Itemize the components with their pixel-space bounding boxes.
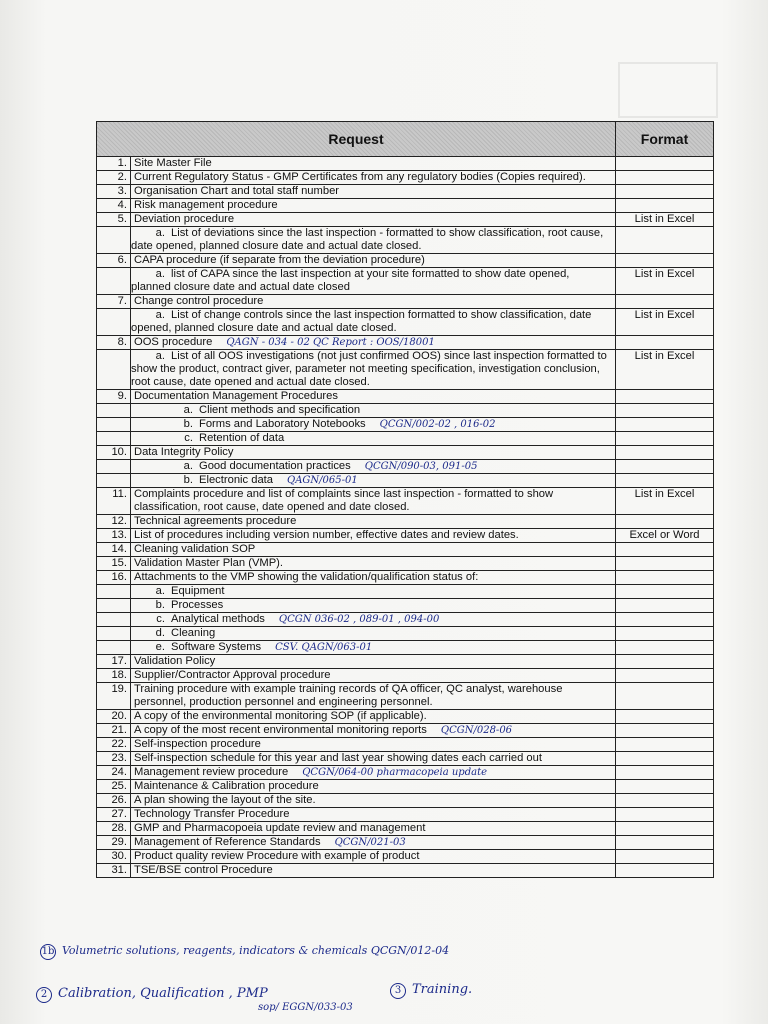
request-header: Request <box>97 122 616 157</box>
row-number: 3. <box>97 185 131 199</box>
note-text: sop/ EGGN/033-03 <box>258 1002 353 1013</box>
format-cell <box>616 655 714 669</box>
format-cell <box>616 254 714 268</box>
row-number: 17. <box>97 655 131 669</box>
format-cell <box>616 157 714 171</box>
request-cell <box>131 171 616 185</box>
table-row <box>97 683 714 710</box>
request-text: Good documentation practices <box>199 460 351 472</box>
row-number: 31. <box>97 864 131 878</box>
request-text: Complaints procedure and list of complaints since last inspection - formatted to show classification, root cause, date opened and date closed. <box>134 488 554 513</box>
row-number <box>97 268 131 295</box>
handwritten-annotation: QCGN/021-03 <box>334 837 406 848</box>
table-row <box>97 185 714 199</box>
table-row <box>97 655 714 669</box>
sub-item-marker: a. <box>183 404 193 416</box>
format-cell <box>616 752 714 766</box>
format-cell <box>616 418 714 432</box>
request-text: Cleaning <box>171 627 216 639</box>
row-number: 26. <box>97 794 131 808</box>
table-header-row <box>97 122 714 157</box>
handwritten-note-3 <box>390 982 472 999</box>
request-text: Self-inspection schedule for this year and last year showing dates each carried out <box>134 752 542 764</box>
row-number: 2. <box>97 171 131 185</box>
sub-item-marker: d. <box>155 627 165 639</box>
request-text: Supplier/Contractor Approval procedure <box>134 669 331 681</box>
request-text: Validation Policy <box>134 655 216 667</box>
note-text: Training. <box>412 982 473 997</box>
row-number: 30. <box>97 850 131 864</box>
table-row <box>97 418 714 432</box>
request-cell <box>131 850 616 864</box>
format-cell <box>616 822 714 836</box>
handwritten-annotation: QCGN/028-06 <box>440 725 513 736</box>
table-row <box>97 850 714 864</box>
request-text: Documentation Management Procedures <box>134 390 338 402</box>
request-text: Analytical methods <box>171 613 265 625</box>
format-cell <box>616 171 714 185</box>
sub-item-marker: b. <box>155 599 165 611</box>
request-cell <box>131 738 616 752</box>
request-cell <box>131 390 616 404</box>
format-cell <box>616 710 714 724</box>
table-row <box>97 738 714 752</box>
handwritten-annotation: CSV. QAGN/063-01 <box>275 642 373 653</box>
table-row <box>97 432 714 446</box>
request-cell <box>131 432 616 446</box>
format-cell <box>616 864 714 878</box>
row-number: 16. <box>97 571 131 585</box>
request-cell <box>131 822 616 836</box>
request-text: Site Master File <box>134 157 212 169</box>
request-cell <box>131 488 616 515</box>
request-cell <box>131 683 616 710</box>
format-cell <box>616 724 714 738</box>
table-row <box>97 752 714 766</box>
format-cell <box>616 199 714 213</box>
sub-item-marker: e. <box>155 641 165 653</box>
request-text: Client methods and specification <box>199 404 361 416</box>
format-cell <box>616 557 714 571</box>
format-header: Format <box>616 122 714 157</box>
table-row <box>97 627 714 641</box>
request-cell <box>131 724 616 738</box>
row-number: 11. <box>97 488 131 515</box>
sub-item-marker: a. <box>155 268 165 280</box>
table-row <box>97 543 714 557</box>
request-cell <box>131 460 616 474</box>
row-number: 14. <box>97 543 131 557</box>
request-cell <box>131 864 616 878</box>
request-cell <box>131 641 616 655</box>
request-cell <box>131 613 616 627</box>
row-number: 7. <box>97 295 131 309</box>
request-cell <box>131 794 616 808</box>
handwritten-note-2 <box>36 986 268 1003</box>
request-text: A plan showing the layout of the site. <box>134 794 316 806</box>
request-cell <box>131 446 616 460</box>
format-cell <box>616 850 714 864</box>
request-cell <box>131 585 616 599</box>
handwritten-note-4 <box>258 1002 353 1013</box>
format-cell: List in Excel <box>616 350 714 390</box>
request-text: Change control procedure <box>134 295 264 307</box>
request-text: Data Integrity Policy <box>134 446 234 458</box>
request-text: Management of Reference Standards <box>134 836 321 848</box>
sub-item-marker: a. <box>155 350 165 362</box>
row-number <box>97 227 131 254</box>
request-text: Software Systems <box>171 641 262 653</box>
request-cell <box>131 295 616 309</box>
sub-item-marker: c. <box>156 613 165 625</box>
row-number <box>97 627 131 641</box>
row-number: 19. <box>97 683 131 710</box>
sub-item-marker: a. <box>183 460 193 472</box>
table-row <box>97 710 714 724</box>
note-text: Volumetric solutions, reagents, indicators & chemicals QCGN/012-04 <box>62 944 450 957</box>
request-cell <box>131 185 616 199</box>
format-cell <box>616 336 714 350</box>
row-number: 8. <box>97 336 131 350</box>
row-number: 21. <box>97 724 131 738</box>
sub-item-marker: a. <box>155 309 165 321</box>
format-cell <box>616 766 714 780</box>
table-row <box>97 766 714 780</box>
request-cell <box>131 350 616 390</box>
row-number <box>97 309 131 336</box>
table-row <box>97 295 714 309</box>
row-number: 4. <box>97 199 131 213</box>
table-row <box>97 171 714 185</box>
table-row <box>97 213 714 227</box>
bleed-through-logo <box>618 62 718 118</box>
table-row <box>97 585 714 599</box>
table-row <box>97 836 714 850</box>
request-cell <box>131 515 616 529</box>
request-text: Self-inspection procedure <box>134 738 261 750</box>
handwritten-annotation: QCGN/090-03, 091-05 <box>364 461 478 472</box>
request-text: CAPA procedure (if separate from the deviation procedure) <box>134 254 425 266</box>
request-text: GMP and Pharmacopoeia update review and management <box>134 822 426 834</box>
format-cell <box>616 432 714 446</box>
format-cell <box>616 404 714 418</box>
format-cell <box>616 295 714 309</box>
table-row <box>97 460 714 474</box>
format-cell <box>616 474 714 488</box>
format-cell: Excel or Word <box>616 529 714 543</box>
row-number <box>97 350 131 390</box>
row-number: 6. <box>97 254 131 268</box>
request-cell <box>131 543 616 557</box>
request-text: Electronic data <box>199 474 274 486</box>
request-text: Technical agreements procedure <box>134 515 297 527</box>
request-text: A copy of the environmental monitoring SOP (if applicable). <box>134 710 427 722</box>
request-cell <box>131 766 616 780</box>
table-row <box>97 641 714 655</box>
row-number <box>97 418 131 432</box>
handwritten-note-1 <box>40 944 449 960</box>
table-row <box>97 254 714 268</box>
request-cell <box>131 268 616 295</box>
handwritten-annotation: QCGN/002-02 , 016-02 <box>379 419 496 430</box>
handwritten-annotation: QAGN - 034 - 02 QC Report : OOS/18001 <box>226 337 435 348</box>
row-number: 27. <box>97 808 131 822</box>
row-number: 28. <box>97 822 131 836</box>
table-row <box>97 613 714 627</box>
request-text: List of change controls since the last inspection formatted to show classification, date opened, planned closure date and actual date closed. <box>131 309 592 334</box>
request-text: Maintenance & Calibration procedure <box>134 780 319 792</box>
table-row <box>97 529 714 543</box>
format-cell <box>616 446 714 460</box>
note-text: Calibration, Qualification , PMP <box>58 986 268 1001</box>
sub-item-marker: c. <box>184 432 193 444</box>
request-text: Risk management procedure <box>134 199 278 211</box>
row-number: 29. <box>97 836 131 850</box>
request-cell <box>131 418 616 432</box>
table-row <box>97 669 714 683</box>
request-cell <box>131 808 616 822</box>
table-row <box>97 309 714 336</box>
request-text: Retention of data <box>199 432 285 444</box>
request-cell <box>131 655 616 669</box>
request-cell <box>131 404 616 418</box>
format-cell: List in Excel <box>616 309 714 336</box>
handwritten-annotation: QCGN/064-00 pharmacopeia update <box>302 767 488 778</box>
request-text: Forms and Laboratory Notebooks <box>199 418 366 430</box>
format-cell <box>616 515 714 529</box>
format-cell: List in Excel <box>616 268 714 295</box>
format-cell <box>616 836 714 850</box>
request-cell <box>131 557 616 571</box>
row-number <box>97 585 131 599</box>
format-cell <box>616 738 714 752</box>
format-cell <box>616 227 714 254</box>
request-cell <box>131 836 616 850</box>
request-text: Deviation procedure <box>134 213 235 225</box>
format-cell <box>616 613 714 627</box>
request-text: TSE/BSE control Procedure <box>134 864 273 876</box>
request-text: Processes <box>171 599 224 611</box>
table-row <box>97 268 714 295</box>
row-number: 1. <box>97 157 131 171</box>
request-cell <box>131 669 616 683</box>
circled-mark: 3 <box>390 983 406 999</box>
handwritten-annotation: QCGN 036-02 , 089-01 , 094-00 <box>278 614 440 625</box>
format-cell <box>616 780 714 794</box>
sub-item-marker: a. <box>155 585 165 597</box>
table-row <box>97 557 714 571</box>
format-cell <box>616 627 714 641</box>
row-number: 12. <box>97 515 131 529</box>
format-cell <box>616 683 714 710</box>
row-number: 20. <box>97 710 131 724</box>
row-number <box>97 432 131 446</box>
row-number: 5. <box>97 213 131 227</box>
request-text: Product quality review Procedure with example of product <box>134 850 420 862</box>
table-row <box>97 446 714 460</box>
sub-item-marker: a. <box>155 227 165 239</box>
handwritten-annotation: QAGN/065-01 <box>287 475 358 486</box>
request-text: list of CAPA since the last inspection at your site formatted to show date opened, planned closure date and actual date closed <box>131 268 570 293</box>
request-cell <box>131 309 616 336</box>
table-row <box>97 780 714 794</box>
request-text: OOS procedure <box>134 336 213 348</box>
sub-item-marker: b. <box>183 418 193 430</box>
request-cell <box>131 752 616 766</box>
table-row <box>97 864 714 878</box>
row-number: 23. <box>97 752 131 766</box>
format-cell <box>616 585 714 599</box>
format-cell: List in Excel <box>616 213 714 227</box>
table-row <box>97 157 714 171</box>
request-text: Cleaning validation SOP <box>134 543 256 555</box>
table-row <box>97 724 714 738</box>
format-cell <box>616 794 714 808</box>
table-row <box>97 808 714 822</box>
request-cell <box>131 254 616 268</box>
format-cell <box>616 599 714 613</box>
request-text: Organisation Chart and total staff number <box>134 185 340 197</box>
format-cell <box>616 543 714 557</box>
row-number: 9. <box>97 390 131 404</box>
row-number: 24. <box>97 766 131 780</box>
request-cell <box>131 627 616 641</box>
request-text: Management review procedure <box>134 766 289 778</box>
table-row <box>97 336 714 350</box>
row-number <box>97 641 131 655</box>
row-number: 18. <box>97 669 131 683</box>
request-cell <box>131 710 616 724</box>
row-number <box>97 404 131 418</box>
row-number: 13. <box>97 529 131 543</box>
row-number: 22. <box>97 738 131 752</box>
row-number: 25. <box>97 780 131 794</box>
request-text: Attachments to the VMP showing the validation/qualification status of: <box>134 571 479 583</box>
request-cell <box>131 213 616 227</box>
request-cell <box>131 199 616 213</box>
table-row <box>97 571 714 585</box>
request-cell <box>131 780 616 794</box>
table-row <box>97 199 714 213</box>
table-row <box>97 599 714 613</box>
circled-mark: 2 <box>36 987 52 1003</box>
format-cell <box>616 185 714 199</box>
table-row <box>97 488 714 515</box>
request-text: Current Regulatory Status - GMP Certificates from any regulatory bodies (Copies required). <box>134 171 586 183</box>
format-cell <box>616 641 714 655</box>
table-row <box>97 794 714 808</box>
format-cell <box>616 390 714 404</box>
request-cell <box>131 529 616 543</box>
row-number <box>97 474 131 488</box>
circled-mark: 1b <box>40 944 56 960</box>
request-text: List of deviations since the last inspection - formatted to show classification, root cause, date opened, planned closure date and actual date closed. <box>131 227 604 252</box>
row-number: 15. <box>97 557 131 571</box>
request-text: List of all OOS investigations (not just confirmed OOS) since last inspection formatted to show the product, contract giver, parameter not meeting specification, investigation conclusion, root cause, date opened and actual date closed. <box>131 350 607 388</box>
request-text: Equipment <box>171 585 225 597</box>
format-cell <box>616 669 714 683</box>
format-cell: List in Excel <box>616 488 714 515</box>
table-row <box>97 822 714 836</box>
request-cell <box>131 571 616 585</box>
table-row <box>97 404 714 418</box>
request-cell <box>131 599 616 613</box>
row-number <box>97 460 131 474</box>
request-cell <box>131 157 616 171</box>
request-text: A copy of the most recent environmental monitoring reports <box>134 724 427 736</box>
table-row <box>97 474 714 488</box>
format-cell <box>616 808 714 822</box>
request-text: Technology Transfer Procedure <box>134 808 290 820</box>
request-table <box>96 121 714 878</box>
request-text: List of procedures including version number, effective dates and review dates. <box>134 529 519 541</box>
format-cell <box>616 460 714 474</box>
sub-item-marker: b. <box>183 474 193 486</box>
request-cell <box>131 336 616 350</box>
row-number <box>97 613 131 627</box>
format-cell <box>616 571 714 585</box>
request-text: Training procedure with example training records of QA officer, QC analyst, warehouse personnel, production personnel and engineering personnel. <box>134 683 563 708</box>
request-cell <box>131 474 616 488</box>
request-cell <box>131 227 616 254</box>
row-number <box>97 599 131 613</box>
request-text: Validation Master Plan (VMP). <box>134 557 284 569</box>
table-row <box>97 390 714 404</box>
table-row <box>97 515 714 529</box>
table-row <box>97 350 714 390</box>
table-row <box>97 227 714 254</box>
row-number: 10. <box>97 446 131 460</box>
